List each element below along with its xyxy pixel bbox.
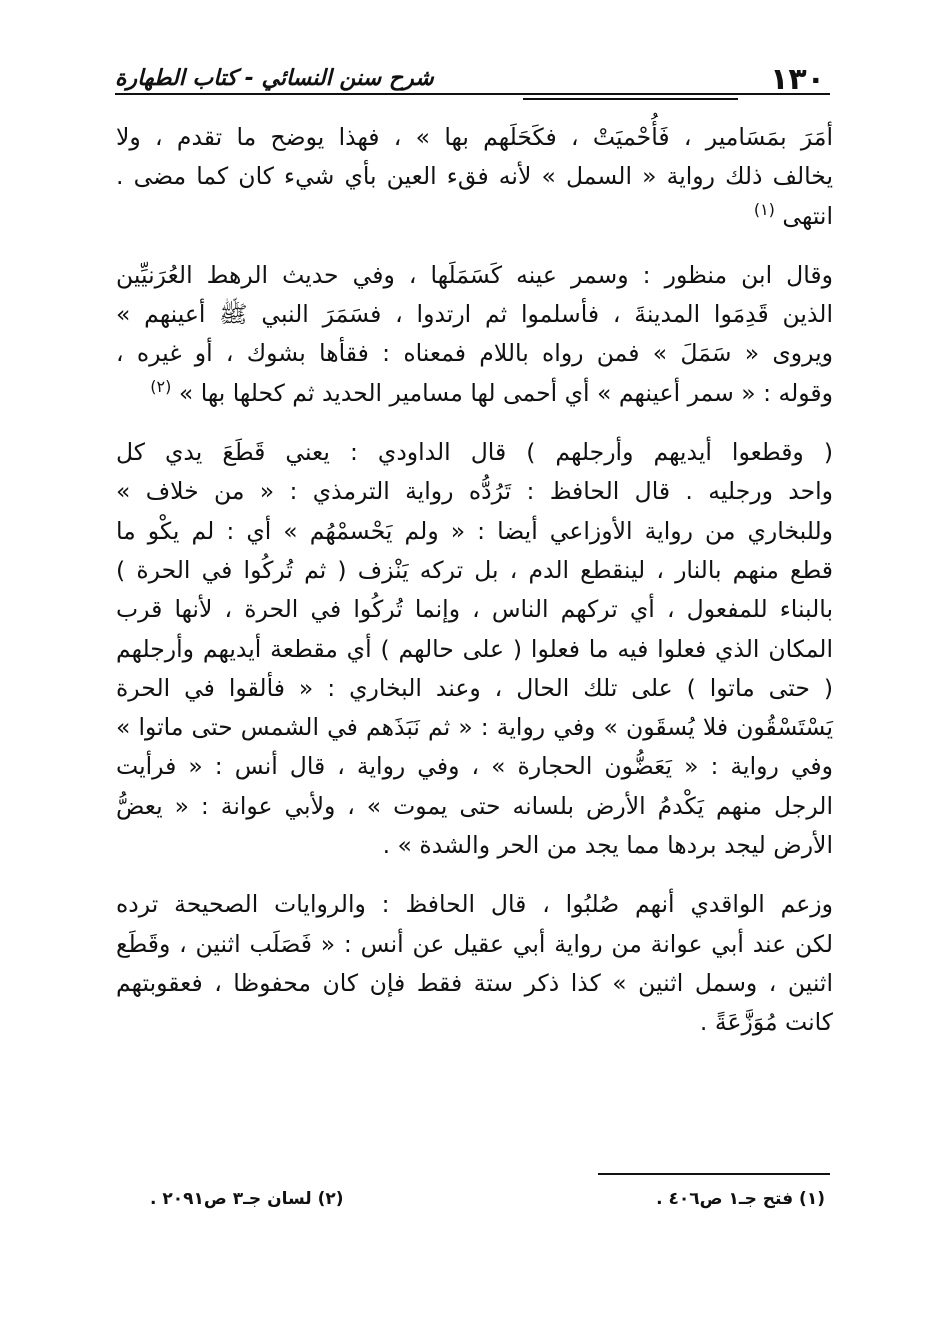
text-line: بالبناء للمفعول ، أي تركهم الناس ، وإنما تُركُوا في الحرة ، لأنها قرب <box>116 595 833 624</box>
text-line: الرجل منهم يَكْدمُ الأرض بلسانه حتى يموت » ، ولأبي عوانة : « يعضُّ <box>116 791 833 820</box>
text-line: أمَرَ بمَسَامير ، فَأُحْميَتْ ، فكَحَلَهم بها » ، فهذا يوضح ما تقدم ، ولا <box>116 123 833 151</box>
header-rule <box>115 93 830 95</box>
text-line: وزعم الواقدي أنهم صُلبُوا ، قال الحافظ : والروايات الصحيحة ترده <box>116 890 833 919</box>
text-line: واحد ورجليه . قال الحافظ : تَرُدُّه رواية الترمذي : « من خلاف » <box>116 477 833 506</box>
page-header <box>115 62 830 102</box>
text-line: لكن عند أبي عوانة من رواية أبي عقيل عن أنس : « فَصَلَب اثنين ، وقَطَع <box>116 929 833 958</box>
text-line <box>116 374 833 413</box>
text-line <box>116 197 833 236</box>
text-line: كانت مُوَزَّعَةً . <box>699 1008 833 1037</box>
paragraph-gap <box>116 236 833 256</box>
body-text <box>116 118 833 1043</box>
text-line: قطع منهم بالنار ، لينقطع الدم ، بل تركه يَنْزف ( ثم تُركُوا في الحرة ) <box>116 555 833 584</box>
header-rule-short <box>523 98 738 100</box>
footnote-2: (٢) لسان جـ٣ ص٢٠٩١ . <box>150 1189 344 1209</box>
text-line: وللبخاري من رواية الأوزاعي أيضا : « ولم يَحْسمْهُم » أي : لم يكْو ما <box>116 516 833 545</box>
text-line: الأرض ليجد بردها مما يجد من الحر والشدة » . <box>382 831 833 860</box>
running-title: شرح سنن النسائي - كتاب الطهارة <box>115 66 434 91</box>
paragraph-gap <box>116 413 833 433</box>
footnotes <box>150 1186 825 1216</box>
text-line: ويروى « سَمَلَ » فمن رواه باللام فمعناه : فقأها بشوك ، أو غيره ، <box>116 339 833 368</box>
text-line: وفي رواية : « يَعَضُّون الحجارة » ، وفي رواية ، قال أنس : « فرأيت <box>116 752 833 781</box>
text-line: يَسْتَسْقُون فلا يُسقَون » وفي رواية : « ثم نَبَذَهم في الشمس حتى ماتوا » <box>116 713 833 742</box>
page-number: ١٣٠ <box>770 62 825 97</box>
footnote-rule <box>598 1173 830 1175</box>
footnote-reference: (١) <box>753 199 775 219</box>
text-fragment: انتهى <box>782 201 833 230</box>
text-line: اثنين ، وسمل اثنين » كذا ذكر ستة فقط فإن كان محفوظا ، فعقوبتهم <box>116 968 833 997</box>
text-line: المكان الذي فعلوا فيه ما فعلوا ( على حالهم ) أي مقطعة أيديهم وأرجلهم <box>116 634 833 663</box>
text-line: يخالف ذلك رواية « السمل » لأنه فقء العين بأي شيء كان كما مضى . <box>116 162 833 191</box>
paragraph-gap <box>116 865 833 885</box>
text-line: وقال ابن منظور : وسمر عينه كَسَمَلَها ، وفي حديث الرهط العُرَنيِّين <box>116 260 833 289</box>
footnote-1: (١) فتح جـ١ ص٤٠٦ . <box>656 1189 825 1209</box>
text-fragment: وقوله : « سمر أعينهم » أي أحمى لها مسامير الحديد ثم كحلها بها » <box>178 378 833 407</box>
text-line: ( حتى ماتوا ) على تلك الحال ، وعند البخاري : « فألقوا في الحرة <box>116 673 833 702</box>
text-line: ( وقطعوا أيديهم وأرجلهم ) قال الداودي : يعني قَطَعَ يدي كل <box>116 438 833 467</box>
text-line: الذين قَدِمَوا المدينةَ ، فأسلموا ثم ارتدوا ، فسَمَرَ النبي ﷺ أعينهم » <box>116 300 833 329</box>
footnote-reference: (٢) <box>150 376 172 396</box>
